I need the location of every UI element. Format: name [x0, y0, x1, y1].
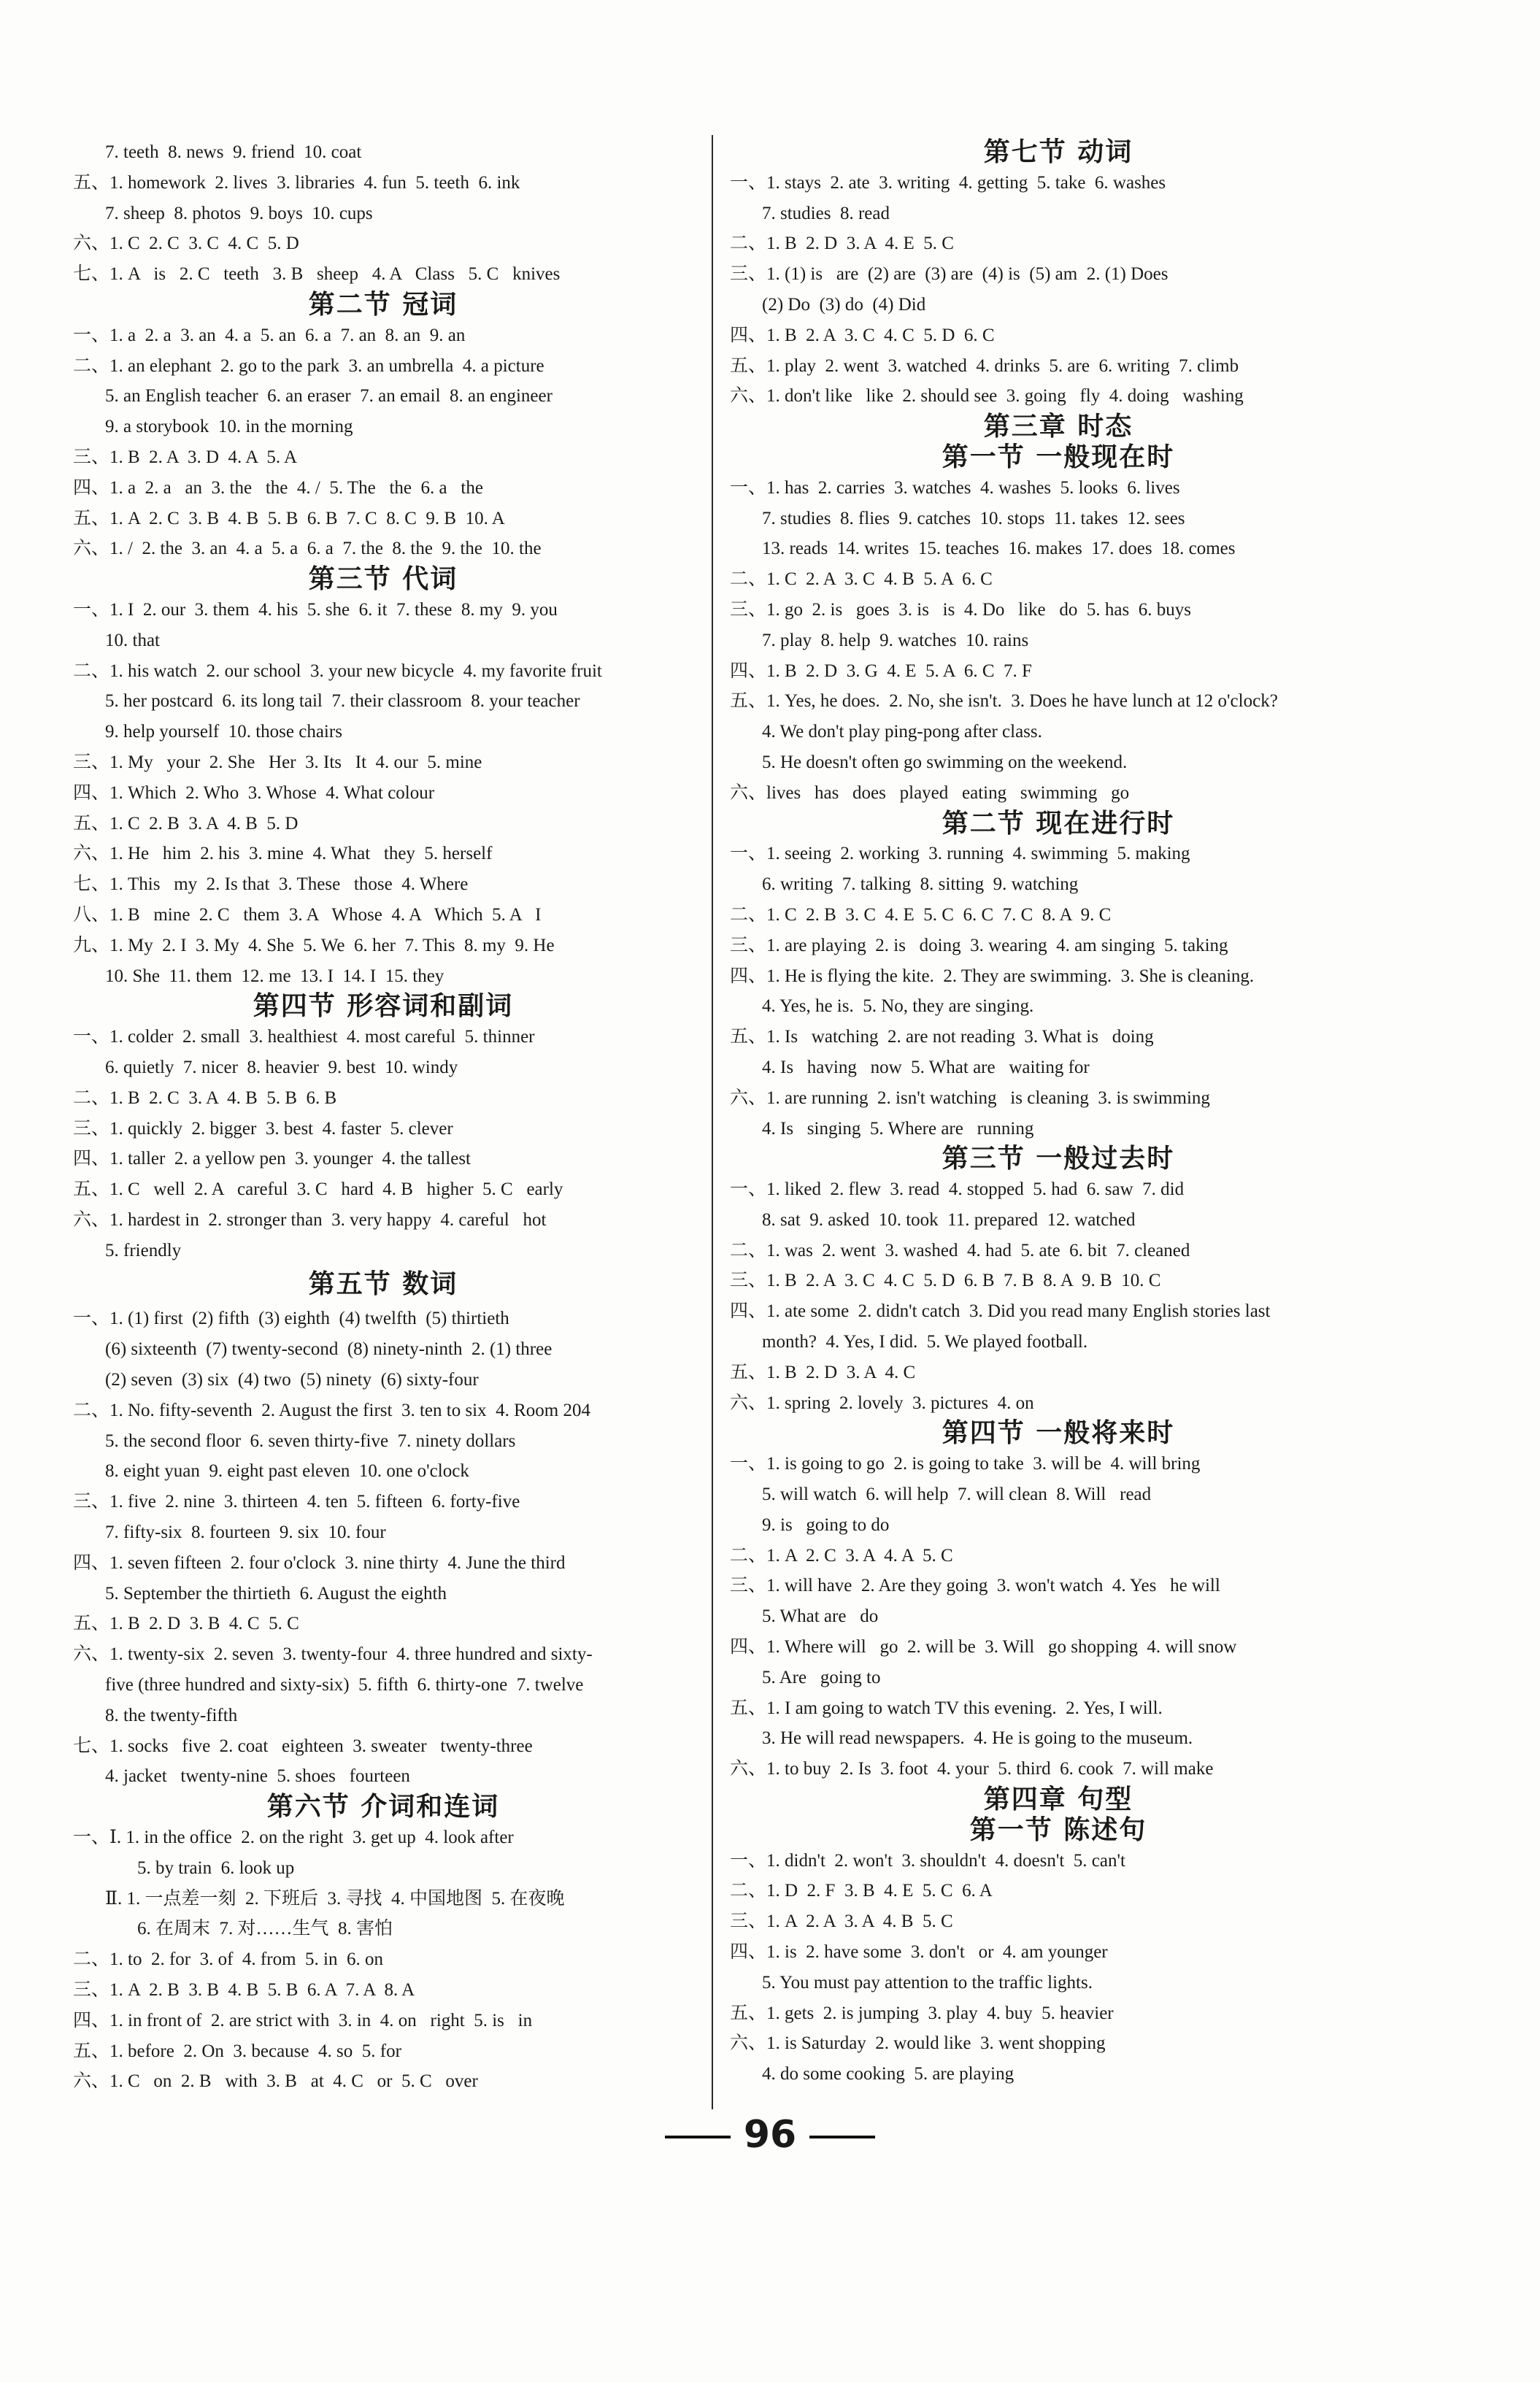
page-number-dash-left [665, 2136, 731, 2138]
page-number-value: 96 [743, 2113, 797, 2157]
answer-line: 9. a storybook 10. in the morning [105, 417, 353, 437]
right-answer-column [730, 137, 1387, 2090]
answer-line: 六、1. twenty-six 2. seven 3. twenty-four 4. three hundred and sixty- [73, 1644, 593, 1665]
answer-line: 四、1. He is flying the kite. 2. They are swimming. 3. She is cleaning. [730, 966, 1255, 986]
answer-line: 8. eight yuan 9. eight past eleven 10. one o'clock [105, 1461, 469, 1482]
answer-line: 四、1. is 2. have some 3. don't or 4. am younger [730, 1942, 1108, 1963]
answer-line: 六、1. C on 2. B with 3. B at 4. C or 5. C over [73, 2071, 478, 2092]
answer-line: (6) sixteenth (7) twenty-second (8) ninety-ninth 2. (1) three [105, 1339, 553, 1360]
answer-line: 五、1. before 2. On 3. because 4. so 5. for [73, 2041, 401, 2061]
answer-line: 二、1. C 2. B 3. C 4. E 5. C 6. C 7. C 8. A 9. C [730, 904, 1112, 925]
answer-line: 四、1. Where will go 2. will be 3. Will go shopping 4. will snow [730, 1637, 1237, 1658]
answer-line: month? 4. Yes, I did. 5. We played football. [762, 1332, 1088, 1352]
answer-line: 四、1. in front of 2. are strict with 3. in 4. on right 5. is in [73, 2010, 533, 2030]
answer-line: 七、1. This my 2. Is that 3. These those 4. Where [73, 874, 469, 895]
answer-line: 四、1. Which 2. Who 3. Whose 4. What colour [73, 782, 435, 803]
answer-line: 三、1. five 2. nine 3. thirteen 4. ten 5. fifteen 6. forty-five [73, 1492, 520, 1512]
answer-line: 5. What are do [762, 1606, 879, 1627]
answer-line: 六、1. to buy 2. Is 3. foot 4. your 5. third 6. cook 7. will make [730, 1759, 1214, 1779]
answer-line: 三、1. go 2. is goes 3. is is 4. Do like do 5. has 6. buys [730, 599, 1191, 620]
answer-line: (2) seven (3) six (4) two (5) ninety (6) sixty-four [105, 1370, 479, 1390]
answer-line: 六、1. He him 2. his 3. mine 4. What they 5. herself [73, 844, 493, 864]
left-answer-column [73, 137, 693, 2097]
answer-line: 三、1. will have 2. Are they going 3. won't watch 4. Yes he will [730, 1576, 1220, 1596]
answer-line: 五、1. C well 2. A careful 3. C hard 4. B higher 5. C early [73, 1179, 563, 1200]
answer-line: 五、1. C 2. B 3. A 4. B 5. D [73, 813, 299, 834]
answer-line: 三、1. A 2. B 3. B 4. B 5. B 6. A 7. A 8. A [73, 1980, 415, 2001]
answer-line: 五、1. Is watching 2. are not reading 3. What is doing [730, 1027, 1154, 1047]
answer-line: 五、1. play 2. went 3. watched 4. drinks 5. are 6. writing 7. climb [730, 355, 1239, 376]
answer-line: 二、1. D 2. F 3. B 4. E 5. C 6. A [730, 1881, 993, 1901]
section-heading: 第三节 一般过去时 [942, 1144, 1175, 1174]
section-heading: 第四节 形容词和副词 [253, 991, 514, 1022]
section-heading: 第二节 现在进行时 [942, 808, 1175, 839]
answer-line: 4. We don't play ping-pong after class. [762, 722, 1042, 742]
answer-line: five (three hundred and sixty-six) 5. fifth 6. thirty-one 7. twelve [105, 1675, 584, 1695]
answer-line: 9. help yourself 10. those chairs [105, 722, 342, 742]
answer-line: 8. the twenty-fifth [105, 1705, 238, 1725]
answer-line: 二、1. B 2. D 3. A 4. E 5. C [730, 234, 954, 254]
answer-line: 二、1. A 2. C 3. A 4. A 5. C [730, 1545, 953, 1566]
answer-line: 五、1. I am going to watch TV this evening. 2. Yes, I will. [730, 1698, 1163, 1718]
answer-line: 三、1. quickly 2. bigger 3. best 4. faster 5. clever [73, 1118, 453, 1139]
answer-line: 7. fifty-six 8. fourteen 9. six 10. four [105, 1522, 386, 1543]
answer-line: 三、1. A 2. A 3. A 4. B 5. C [730, 1912, 953, 1932]
answer-line: 5. an English teacher 6. an eraser 7. an email 8. an engineer [105, 386, 553, 407]
page-number [631, 2113, 909, 2157]
answer-line: 三、1. are playing 2. is doing 3. wearing 4. am singing 5. taking [730, 935, 1228, 955]
answer-line: 五、1. B 2. D 3. A 4. C [730, 1362, 916, 1382]
answer-line: 9. is going to do [762, 1514, 890, 1535]
answer-line: 二、1. was 2. went 3. washed 4. had 5. ate 6. bit 7. cleaned [730, 1240, 1190, 1260]
answer-line: 5. He doesn't often go swimming on the weekend. [762, 752, 1128, 772]
answer-line: 六、1. is Saturday 2. would like 3. went shopping [730, 2033, 1106, 2054]
answer-line: 一、1. has 2. carries 3. watches 4. washes 5. looks 6. lives [730, 477, 1180, 498]
answer-line: 六、1. hardest in 2. stronger than 3. very happy 4. careful hot [73, 1209, 547, 1230]
answer-line: 八、1. B mine 2. C them 3. A Whose 4. A Which 5. A I [73, 904, 542, 925]
answer-line: 一、1. colder 2. small 3. healthiest 4. most careful 5. thinner [73, 1027, 535, 1047]
answer-line: 一、1. stays 2. ate 3. writing 4. getting 5. take 6. washes [730, 172, 1166, 193]
answer-line: 四、1. B 2. D 3. G 4. E 5. A 6. C 7. F [730, 661, 1032, 681]
answer-line: 三、1. B 2. A 3. C 4. C 5. D 6. B 7. B 8. A 9. B 10. C [730, 1271, 1161, 1291]
answer-line: 5. her postcard 6. its long tail 7. their classroom 8. your teacher [105, 691, 580, 712]
column-divider [712, 135, 713, 2109]
answer-line: 4. jacket twenty-nine 5. shoes fourteen [105, 1766, 410, 1787]
answer-line: 二、1. No. fifty-seventh 2. August the first 3. ten to six 4. Room 204 [73, 1400, 590, 1420]
answer-line: 4. Is singing 5. Where are running [762, 1118, 1034, 1139]
answer-line: 四、1. B 2. A 3. C 4. C 5. D 6. C [730, 325, 995, 345]
section-heading: 第五节 数词 [308, 1269, 458, 1300]
section-heading: 第七节 动词 [983, 137, 1133, 167]
answer-line: 5. by train 6. look up [137, 1857, 295, 1878]
answer-line: 五、1. A 2. C 3. B 4. B 5. B 6. B 7. C 8. C 9. B 10. A [73, 508, 505, 528]
section-heading: 第一节 一般现在时 [942, 442, 1175, 472]
section-heading: 第二节 冠词 [308, 289, 458, 320]
answer-line: 6. quietly 7. nicer 8. heavier 9. best 10. windy [105, 1057, 458, 1077]
answer-line: 一、1. (1) first (2) fifth (3) eighth (4) twelfth (5) thirtieth [73, 1309, 509, 1329]
answer-line: 六、lives has does played eating swimming go [730, 782, 1130, 803]
answer-line: 8. sat 9. asked 10. took 11. prepared 12. watched [762, 1209, 1136, 1230]
answer-line: 5. the second floor 6. seven thirty-five 7. ninety dollars [105, 1431, 516, 1451]
answer-line: 一、Ⅰ. 1. in the office 2. on the right 3. get up 4. look after [73, 1828, 514, 1848]
answer-line: 七、1. socks five 2. coat eighteen 3. sweater twenty-three [73, 1736, 533, 1756]
answer-line: 二、1. his watch 2. our school 3. your new bicycle 4. my favorite fruit [73, 661, 602, 681]
answer-line: 五、1. homework 2. lives 3. libraries 4. fun 5. teeth 6. ink [73, 172, 520, 193]
answer-line: 三、1. My your 2. She Her 3. Its It 4. our 5. mine [73, 752, 482, 772]
section-heading: 第三节 代词 [308, 564, 458, 595]
answer-line: 7. studies 8. read [762, 203, 890, 223]
answer-line: 一、1. I 2. our 3. them 4. his 5. she 6. it 7. these 8. my 9. you [73, 599, 558, 620]
answer-line: 四、1. seven fifteen 2. four o'clock 3. nine thirty 4. June the third [73, 1552, 566, 1573]
answer-line: 4. do some cooking 5. are playing [762, 2064, 1015, 2084]
answer-line: 九、1. My 2. I 3. My 4. She 5. We 6. her 7. This 8. my 9. He [73, 935, 555, 955]
section-heading: 第一节 陈述句 [969, 1814, 1147, 1845]
answer-line: 六、1. spring 2. lovely 3. pictures 4. on [730, 1393, 1034, 1413]
answer-line: 四、1. a 2. a an 3. the the 4. / 5. The the 6. a the [73, 477, 483, 498]
answer-line: 二、1. an elephant 2. go to the park 3. an umbrella 4. a picture [73, 355, 544, 376]
answer-line: 五、1. B 2. D 3. B 4. C 5. C [73, 1614, 299, 1634]
answer-line: 二、1. C 2. A 3. C 4. B 5. A 6. C [730, 569, 993, 590]
answer-line: 一、1. a 2. a 3. an 4. a 5. an 6. a 7. an 8. an 9. an [73, 325, 466, 345]
answer-line: 3. He will read newspapers. 4. He is going to the museum. [762, 1728, 1193, 1749]
answer-line: 六、1. are running 2. isn't watching is cleaning 3. is swimming [730, 1087, 1210, 1108]
answer-line: 一、1. seeing 2. working 3. running 4. swimming 5. making [730, 844, 1190, 864]
answer-line: 13. reads 14. writes 15. teaches 16. makes 17. does 18. comes [762, 539, 1236, 559]
answer-line: 四、1. taller 2. a yellow pen 3. younger 4. the tallest [73, 1149, 471, 1169]
answer-line: 六、1. / 2. the 3. an 4. a 5. a 6. a 7. the 8. the 9. the 10. the [73, 539, 542, 559]
answer-line: (2) Do (3) do (4) Did [762, 294, 926, 315]
answer-line: 10. She 11. them 12. me 13. I 14. I 15. they [105, 966, 444, 986]
answer-line: 二、1. to 2. for 3. of 4. from 5. in 6. on [73, 1949, 383, 1970]
answer-line: 六、1. don't like like 2. should see 3. going fly 4. doing washing [730, 386, 1244, 407]
answer-line: 7. teeth 8. news 9. friend 10. coat [105, 142, 362, 162]
section-heading: 第四节 一般将来时 [942, 1418, 1175, 1449]
answer-line: 五、1. gets 2. is jumping 3. play 4. buy 5. heavier [730, 2003, 1114, 2023]
page-number-dash-right [809, 2136, 875, 2138]
answer-line: 七、1. A is 2. C teeth 3. B sheep 4. A Class 5. C knives [73, 264, 561, 285]
answer-line: 7. play 8. help 9. watches 10. rains [762, 630, 1029, 650]
section-heading: 第三章 时态 [983, 412, 1133, 442]
answer-line: 7. studies 8. flies 9. catches 10. stops 11. takes 12. sees [762, 508, 1185, 528]
answer-line: 五、1. Yes, he does. 2. No, she isn't. 3. Does he have lunch at 12 o'clock? [730, 691, 1278, 712]
answer-line: 六、1. C 2. C 3. C 4. C 5. D [73, 234, 299, 254]
answer-line: 4. Yes, he is. 5. No, they are singing. [762, 996, 1034, 1017]
answer-line: 一、1. liked 2. flew 3. read 4. stopped 5. had 6. saw 7. did [730, 1179, 1185, 1200]
answer-line: 一、1. didn't 2. won't 3. shouldn't 4. doesn't 5. can't [730, 1850, 1125, 1871]
answer-line: 7. sheep 8. photos 9. boys 10. cups [105, 203, 373, 223]
answer-line: 5. You must pay attention to the traffic lights. [762, 1972, 1093, 1993]
answer-line: 三、1. (1) is are (2) are (3) are (4) is (5) am 2. (1) Does [730, 264, 1169, 285]
section-heading: 第四章 句型 [983, 1785, 1133, 1815]
answer-line: 5. Are going to [762, 1667, 881, 1687]
answer-line: 5. friendly [105, 1240, 182, 1260]
answer-line: Ⅱ. 1. 一点差一刻 2. 下班后 3. 寻找 4. 中国地图 5. 在夜晚 [105, 1888, 565, 1909]
answer-line: 三、1. B 2. A 3. D 4. A 5. A [73, 447, 297, 467]
answer-line: 6. 在周末 7. 对……生气 8. 害怕 [137, 1919, 393, 1939]
answer-line: 四、1. ate some 2. didn't catch 3. Did you read many English stories last [730, 1301, 1271, 1322]
answer-line: 4. Is having now 5. What are waiting for [762, 1057, 1090, 1077]
answer-line: 6. writing 7. talking 8. sitting 9. watching [762, 874, 1079, 895]
answer-line: 二、1. B 2. C 3. A 4. B 5. B 6. B [73, 1087, 337, 1108]
answer-line: 一、1. is going to go 2. is going to take 3. will be 4. will bring [730, 1454, 1201, 1474]
section-heading: 第六节 介词和连词 [266, 1792, 500, 1822]
answer-line: 5. will watch 6. will help 7. will clean 8. Will read [762, 1485, 1152, 1505]
answer-line: 10. that [105, 630, 160, 650]
answer-line: 5. September the thirtieth 6. August the eighth [105, 1583, 447, 1604]
